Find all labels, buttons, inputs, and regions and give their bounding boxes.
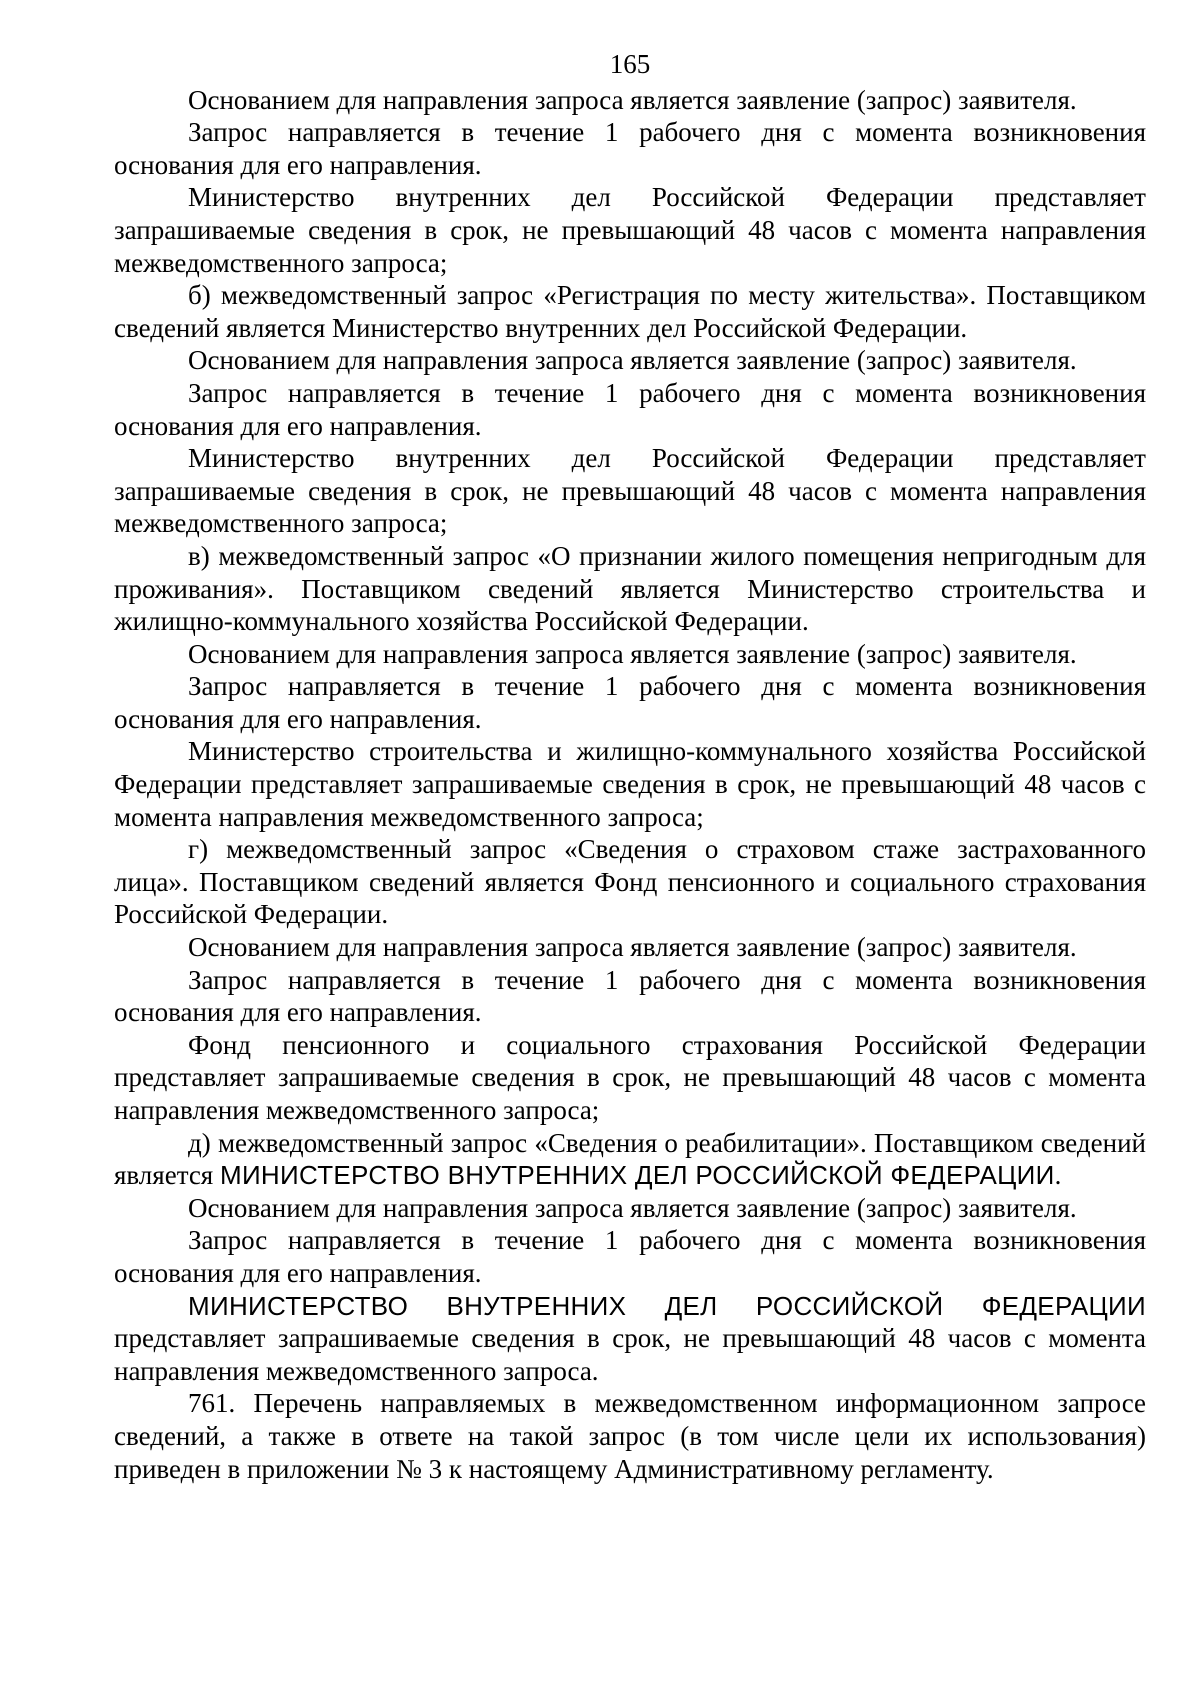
paragraph-item-d-tail: . (1054, 1160, 1062, 1191)
paragraph: г) межведомственный запрос «Сведения о страховом стаже застрахованного лица». Поставщиком сведений является Фонд пенсионного и социального страхования Российской Федерации. (114, 834, 1146, 930)
paragraph: Запрос направляется в течение 1 рабочего дня с момента возникновения основания для его направления. (114, 671, 1146, 734)
paragraph: Основанием для направления запроса является заявление (запрос) заявителя. (188, 84, 1077, 115)
paragraph: Запрос направляется в течение 1 рабочего дня с момента возникновения основания для его направления. (114, 964, 1146, 1028)
paragraph-ministry-tail: представляет запрашиваемые сведения в срок, не превышающий 48 часов с момента направления межведомственного запроса. (114, 1323, 1146, 1386)
ministry-name-caps: МИНИСТЕРСТВО ВНУТРЕННИХ ДЕЛ РОССИЙСКОЙ ФЕДЕРАЦИИ (188, 1290, 1146, 1321)
paragraph: Основанием для направления запроса является заявление (запрос) заявителя. (188, 638, 1077, 669)
paragraph: Министерство внутренних дел Российской Федерации представляет запрашиваемые сведения в срок, не превышающий 48 часов с момента направления межведомственного запроса; (114, 443, 1146, 539)
page-number: 165 (609, 49, 651, 79)
paragraph: Фонд пенсионного и социального страхования Российской Федерации представляет запрашиваемые сведения в срок, не превышающий 48 часов с момента направления межведомственного запроса; (114, 1029, 1146, 1125)
paragraph: б) межведомственный запрос «Регистрация по месту жительства». Поставщиком сведений является Министерство внутренних дел Российской Федерации. (114, 280, 1146, 343)
paragraph-item-d-lead: д) межведомственный запрос «Сведения о реабилитации». Поставщиком сведений является (114, 1127, 1146, 1191)
paragraph: Министерство внутренних дел Российской Федерации представляет запрашиваемые сведения в срок, не превышающий 48 часов с момента направления межведомственного запроса; (114, 182, 1146, 278)
ministry-name-caps: МИНИСТЕРСТВО ВНУТРЕННИХ ДЕЛ РОССИЙСКОЙ ФЕДЕРАЦИИ (219, 1160, 1055, 1191)
paragraph: Запрос направляется в течение 1 рабочего дня с момента возникновения основания для его направления. (114, 117, 1146, 180)
paragraph: Основанием для направления запроса является заявление (запрос) заявителя. (188, 345, 1077, 376)
paragraph: Основанием для направления запроса является заявление (запрос) заявителя. (188, 932, 1077, 963)
paragraph-761: 761. Перечень направляемых в межведомственном информационном запросе сведений, а также в ответе на такой запрос (в том числе цели их использования) приведен в приложении № 3 к настоящему Административному регламенту. (114, 1388, 1146, 1484)
paragraph: Запрос направляется в течение 1 рабочего дня с момента возникновения основания для его направления. (114, 1225, 1146, 1288)
paragraph: Запрос направляется в течение 1 рабочего дня с момента возникновения основания для его направления. (114, 377, 1146, 441)
paragraph-item-d (114, 1127, 1146, 1192)
paragraph-ministry-provides (114, 1290, 1146, 1388)
paragraph: в) межведомственный запрос «О признании жилого помещения непригодным для проживания». Поставщиком сведений является Министерство строительства и жилищно-коммунального хозяйства Российской Федерации. (114, 540, 1146, 637)
paragraph: Основанием для направления запроса является заявление (запрос) заявителя. (188, 1192, 1077, 1223)
paragraph: Министерство строительства и жилищно-коммунального хозяйства Российской Федерации представляет запрашиваемые сведения в срок, не превышающий 48 часов с момента направления межведомственного запроса; (114, 736, 1146, 832)
document-page (114, 48, 1146, 1485)
